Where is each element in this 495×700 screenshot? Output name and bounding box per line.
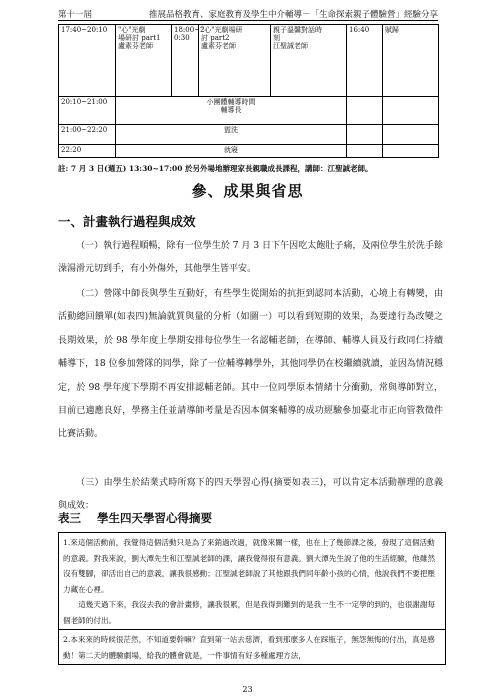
schedule-cell: 親子溫馨對話時 刻 江聖誠老師 bbox=[271, 25, 347, 97]
schedule-time: 20:10~21:00 bbox=[59, 97, 116, 125]
schedule-cell: 18:00~2 0:30 bbox=[172, 25, 199, 97]
reflection-table bbox=[58, 532, 446, 665]
schedule-time: 21:00~22:20 bbox=[59, 125, 116, 145]
schedule-note: 註: 7 月 3 日(週五) 13:30~17:00 於另外場地辦理家長親職成長課程，講師：江聖誠老師。 bbox=[58, 164, 373, 173]
table3-caption bbox=[58, 510, 212, 526]
schedule-cell bbox=[383, 125, 439, 145]
section-title: 參、成果與省思 bbox=[191, 182, 304, 200]
schedule-time: 22:20 bbox=[59, 145, 116, 158]
header-left: 第十一屆 bbox=[58, 10, 93, 20]
table3-title: 學生四天學習心得摘要 bbox=[97, 511, 212, 525]
header-right: 推展品格教育、家庭教育及學生中介輔導－「生命探索親子體驗營」經驗分享 bbox=[148, 10, 438, 20]
schedule-cell bbox=[347, 145, 383, 158]
schedule-cell: 16:40 bbox=[347, 25, 383, 97]
schedule-cell: 賦歸 bbox=[383, 25, 439, 97]
page-number: 23 bbox=[242, 685, 253, 694]
reflection-row bbox=[59, 533, 446, 630]
reflection-text: 2.本來來的時候很茫然，不知道要幹嘛？直到第一站去慈濟，看到那麼多人在踩瓶子，無怨無悔的付出，真是感動！第二天的體驗劇場，給我的體會就是，一件事情有好多種處理方法， bbox=[63, 635, 435, 660]
paragraph-1: （一）執行過程順暢，除有一位學生於 7 月 3 日下午因吃太飽肚子痛，及兩位學生於洗手餘澡湯滑元切到手，有小外傷外，其他學生皆平安。 bbox=[58, 241, 443, 275]
table3-label: 表三 bbox=[58, 511, 81, 525]
schedule-row bbox=[59, 125, 439, 145]
paragraph-2: （二）營隊中師長與學生互動好，有些學生從開始的抗拒到認同本活動，心境上有轉變，由活動總回饋單(如表四)無論就質與量的分析（如圖一）可以看到短期的效果，為要達行為改變之長期效果，於 98 學年度上學期安排每位學生一名認輔老師，在導師、輔導人員及行政同仁持續輔導下，18 位參加營隊的同學，除了一位輔導轉學外，其他同學仍在校繼續就讀，並因為情況穩定，於 98 學年度下學期不再安排認輔老師。其中一位同學原本情緒十分衝動，常與導師對立，目前已適應良好，學務主任並請導師考量是否因本個案輔導的成功經驗參加臺北市正向管教徵件比賽活動。 bbox=[58, 289, 443, 440]
schedule-cell bbox=[383, 97, 439, 125]
schedule-row bbox=[59, 25, 439, 97]
schedule-table bbox=[58, 24, 439, 158]
schedule-cell: "心"光劇 場研討 part1 盧素芬老師 bbox=[116, 25, 172, 97]
page-header bbox=[58, 6, 438, 21]
reflection-cell bbox=[59, 630, 446, 665]
schedule-cell bbox=[347, 125, 383, 145]
reflection-cell bbox=[59, 533, 446, 630]
schedule-row bbox=[59, 97, 439, 125]
schedule-activity: 小團體輔導時間 輔導長 bbox=[116, 97, 347, 125]
schedule-cell: 17:40~20:10 bbox=[59, 25, 116, 97]
reflection-text: 這幾天過下來，我沒去我的會計畫修，讓我很累，但是我得到難到的是我一生不一定學的到的，也很謝謝每個老師的付出。 bbox=[63, 600, 436, 625]
schedule-row bbox=[59, 145, 439, 158]
schedule-cell bbox=[383, 145, 439, 158]
paragraph-3: （三）由學生於結業式時所寫下的四天學習心得(摘要如表三)，可以肯定本活動辦理的意義與成效： bbox=[58, 478, 443, 512]
schedule-cell: "心"光劇場研 討 part2 盧素芬老師 bbox=[199, 25, 271, 97]
schedule-activity: 盥洗 bbox=[116, 125, 347, 145]
reflection-text: 1.來這個活動前，我覺得這個活動只是為了來銷過改過，就像來關一樣，也在上了幾節課之後，發現了這個活動的意義。對我來說，劉大潭先生和江聖誠老師的課，讓我覺得很有意義。劉大潭先生說了他的生活經驗，他雖然沒有雙腳，卻活出自己的意義，讓我很感動；江聖誠老師說了其他跟我們同年齡小孩的心情，他說我們不要把壓力藏在心裡。 bbox=[63, 538, 436, 594]
schedule-cell bbox=[347, 97, 383, 125]
schedule-activity: 就寢 bbox=[116, 145, 347, 158]
section-subtitle: 一、計畫執行過程與成效 bbox=[58, 214, 196, 229]
reflection-row bbox=[59, 630, 446, 665]
